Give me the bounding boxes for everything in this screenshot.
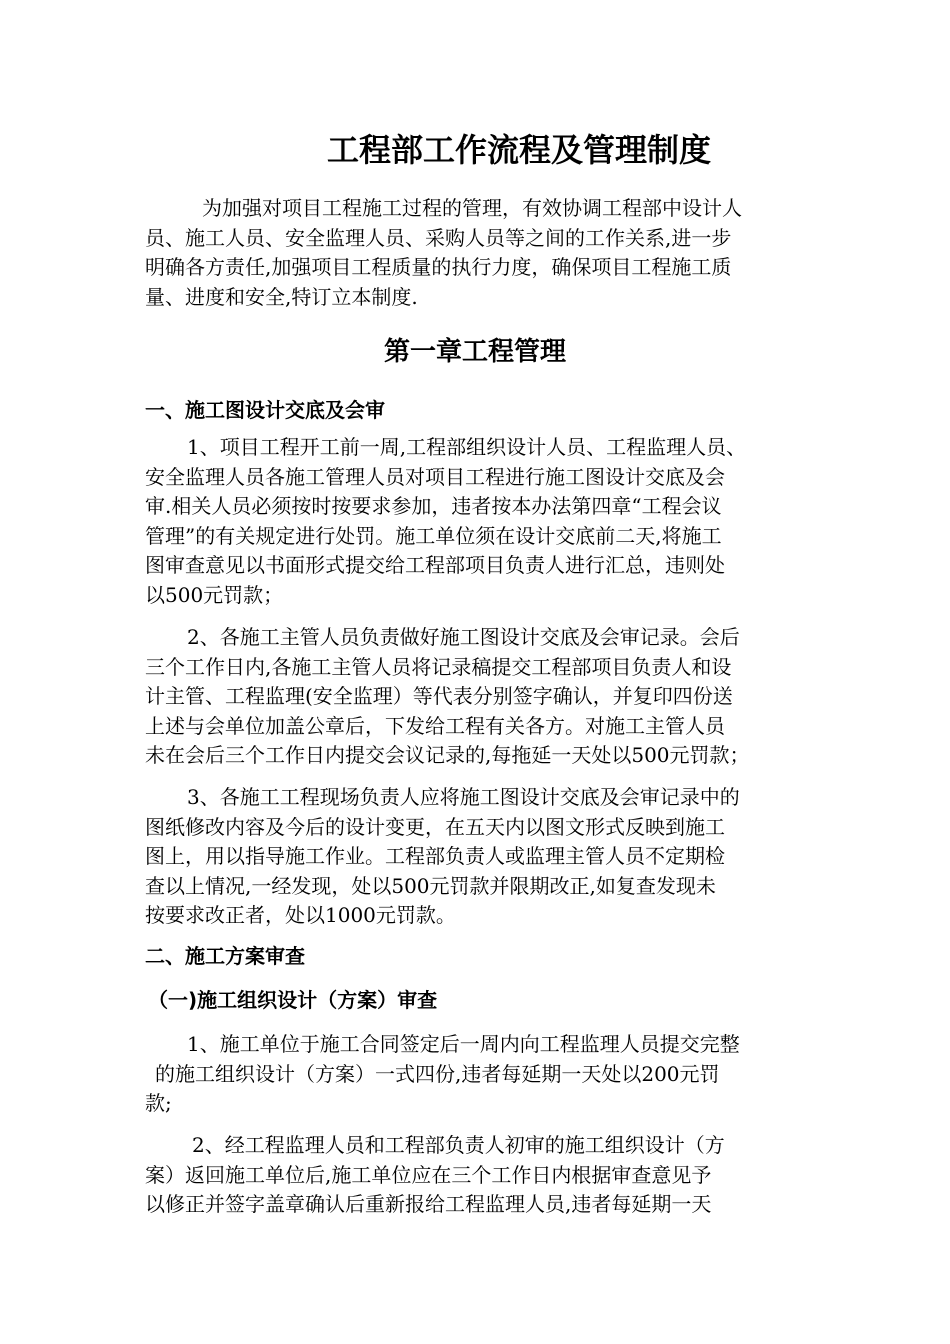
paragraph-line: 以修正并签字盖章确认后重新报给工程监理人员,违者每延期一天 <box>145 1192 712 1216</box>
paragraph-line: 三个工作日内,各施工主管人员将记录稿提交工程部项目负责人和设 <box>145 654 732 679</box>
paragraph-line: 安全监理人员各施工管理人员对项目工程进行施工图设计交底及会 <box>145 464 725 489</box>
paragraph-line: 计主管、工程监理(安全监理）等代表分别签字确认，并复印四份送 <box>145 684 733 708</box>
section2-item2 <box>145 1131 810 1220</box>
paragraph-line: 未在会后三个工作日内提交会议记录的,每拖延一天处以500元罚款； <box>145 743 750 767</box>
paragraph-line: 图纸修改内容及今后的设计变更，在五天内以图文形式反映到施工 <box>145 814 725 839</box>
paragraph-line: 的施工组织设计（方案）一式四份,违者每延期一天处以200元罚 <box>155 1061 720 1086</box>
paragraph-line: 2、经工程监理人员和工程部负责人初审的施工组织设计（方 <box>192 1133 725 1157</box>
section1-item1 <box>145 433 810 610</box>
paragraph-line: 1、项目工程开工前一周,工程部组织设计人员、工程监理人员、 <box>187 435 747 459</box>
section2-item1 <box>145 1030 810 1119</box>
paragraph-line: 图上，用以指导施工作业。工程部负责人或监理主管人员不定期检 <box>145 844 725 868</box>
chapter-title: 第一章工程管理 <box>383 337 566 367</box>
document-title: 工程部工作流程及管理制度 <box>326 131 711 169</box>
paragraph-line: 按要求改正者，处以1000元罚款。 <box>145 903 456 927</box>
section-heading: 二、施工方案审查 <box>145 944 305 968</box>
paragraph-line: 款; <box>145 1091 172 1115</box>
paragraph-line: 3、各施工工程现场负责人应将施工图设计交底及会审记录中的 <box>187 785 740 809</box>
paragraph-line: 以500元罚款； <box>145 582 284 607</box>
paragraph-line: 图审查意见以书面形式提交给工程部项目负责人进行汇总，违则处 <box>145 553 725 577</box>
section1-item2 <box>145 623 810 771</box>
intro-paragraph <box>145 194 810 312</box>
intro-line: 员、施工人员、安全监理人员、采购人员等之间的工作关系,进一步 <box>145 225 732 250</box>
intro-line: 量、进度和安全,特订立本制度. <box>145 284 418 309</box>
paragraph-line: 1、施工单位于施工合同签定后一周内向工程监理人员提交完整 <box>187 1032 740 1056</box>
paragraph-line: 审.相关人员必须按时按要求参加，违者按本办法第四章“工程会议 <box>145 494 722 518</box>
intro-line: 为加强对项目工程施工过程的管理，有效协调工程部中设计人 <box>202 196 742 220</box>
section1-item3 <box>145 783 810 931</box>
section-heading: 一、施工图设计交底及会审 <box>145 398 385 422</box>
subsection-heading: （一)施工组织设计（方案）审查 <box>148 988 438 1012</box>
paragraph-line: 2、各施工主管人员负责做好施工图设计交底及会审记录。会后 <box>187 625 740 649</box>
intro-line: 明确各方责任,加强项目工程质量的执行力度，确保项目工程施工质 <box>145 255 732 279</box>
paragraph-line: 上述与会单位加盖公章后，下发给工程有关各方。对施工主管人员 <box>145 713 725 738</box>
paragraph-line: 管理”的有关规定进行处罚。施工单位须在设计交底前二天,将施工 <box>145 523 722 548</box>
paragraph-line: 查以上情况,一经发现，处以500元罚款并限期改正,如复查发现未 <box>145 873 716 898</box>
paragraph-line: 案）返回施工单位后,施工单位应在三个工作日内根据审查意见予 <box>145 1162 712 1187</box>
